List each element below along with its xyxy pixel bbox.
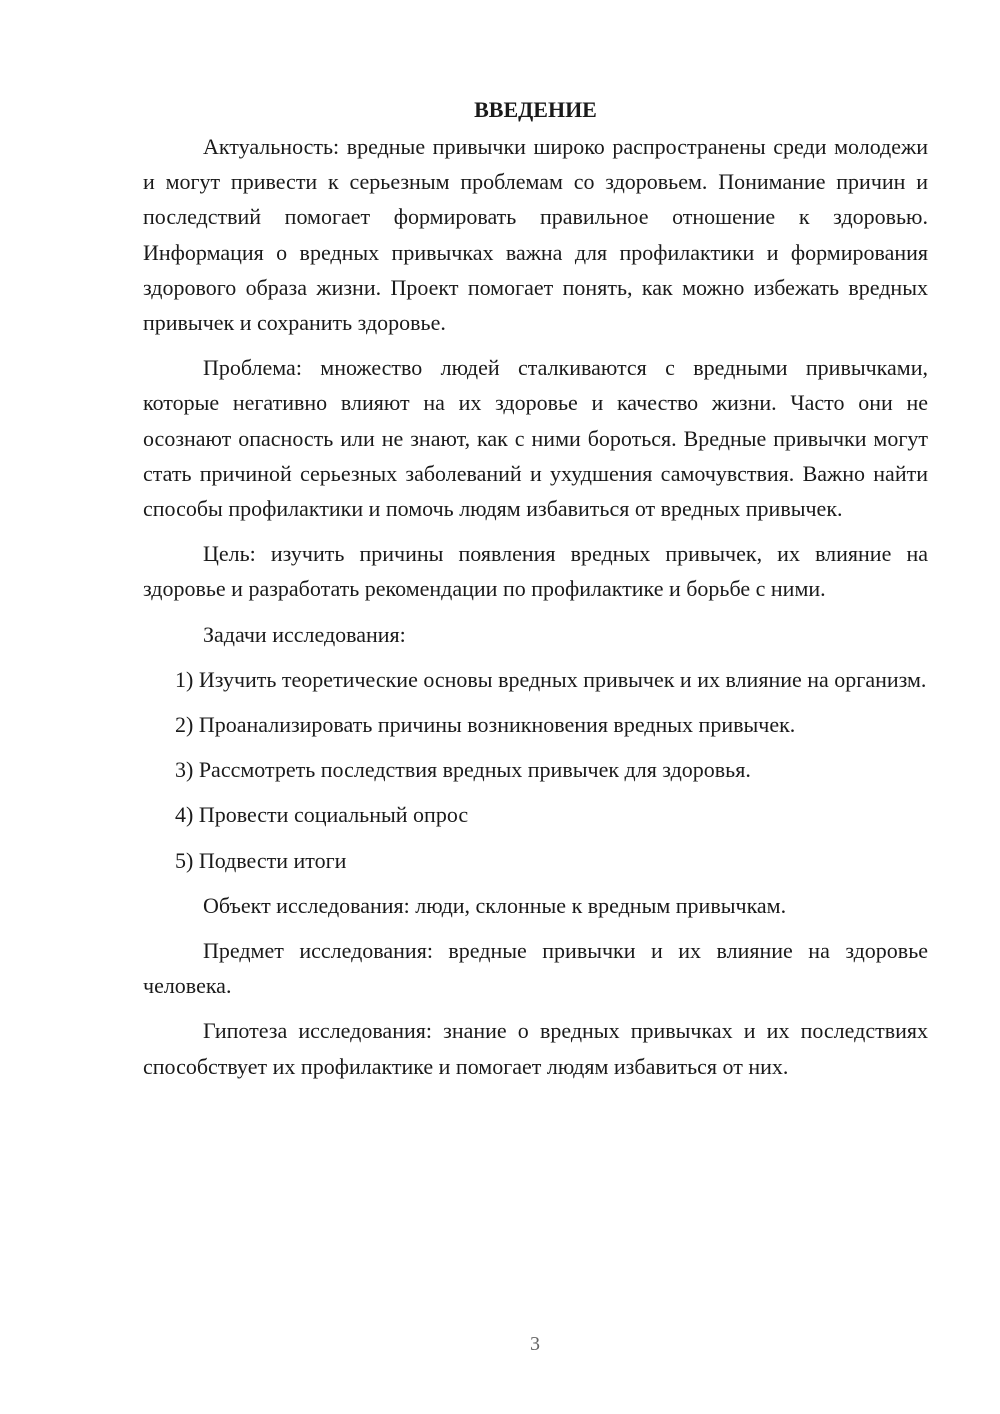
paragraph-goal: Цель: изучить причины появления вредных привычек, их влияние на здоровье и разработать рекомендации по профилактике и борьбе с ними. xyxy=(143,541,928,602)
list-item: 2) Проанализировать причины возникновения вредных привычек. xyxy=(175,712,796,738)
tasks-heading: Задачи исследования: xyxy=(203,621,406,647)
paragraph-hypothesis: Гипотеза исследования: знание о вредных привычках и их последствиях способствует их профилактике и помогает людям избавиться от них. xyxy=(143,1018,928,1079)
list-item: 5) Подвести итоги xyxy=(175,847,347,873)
list-item: 4) Провести социальный опрос xyxy=(175,802,469,828)
page-number: 3 xyxy=(530,1333,540,1355)
list-item: 1) Изучить теоретические основы вредных привычек и их влияние на организм. xyxy=(175,666,927,692)
paragraph-problem: Проблема: множество людей сталкиваются с вредными привычками, которые негативно влияют на их здоровье и качество жизни. Часто они не осознают опасность или не знают, как с ними бороться. Вредные привычки могут стать причиной серьезных заболеваний и ухудшения самочувствия. Важно найти способы профилактики и помочь людям избавиться от вредных привычек. xyxy=(143,355,928,522)
page-title: ВВЕДЕНИЕ xyxy=(474,97,597,122)
tasks-list xyxy=(143,662,928,878)
document-page xyxy=(143,92,928,1094)
paragraph-relevance: Актуальность: вредные привычки широко распространены среди молодежи и могут привести к серьезным проблемам со здоровьем. Понимание причин и последствий помогает формировать правильное отношение к здоровью. Информация о вредных привычках важна для профилактики и формирования здорового образа жизни. Проект помогает понять, как можно избежать вредных привычек и сохранить здоровье. xyxy=(143,134,928,336)
list-item: 3) Рассмотреть последствия вредных привычек для здоровья. xyxy=(175,757,751,783)
paragraph-subject: Предмет исследования: вредные привычки и их влияние на здоровье человека. xyxy=(143,938,928,999)
paragraph-object: Объект исследования: люди, склонные к вредным привычкам. xyxy=(203,892,787,918)
